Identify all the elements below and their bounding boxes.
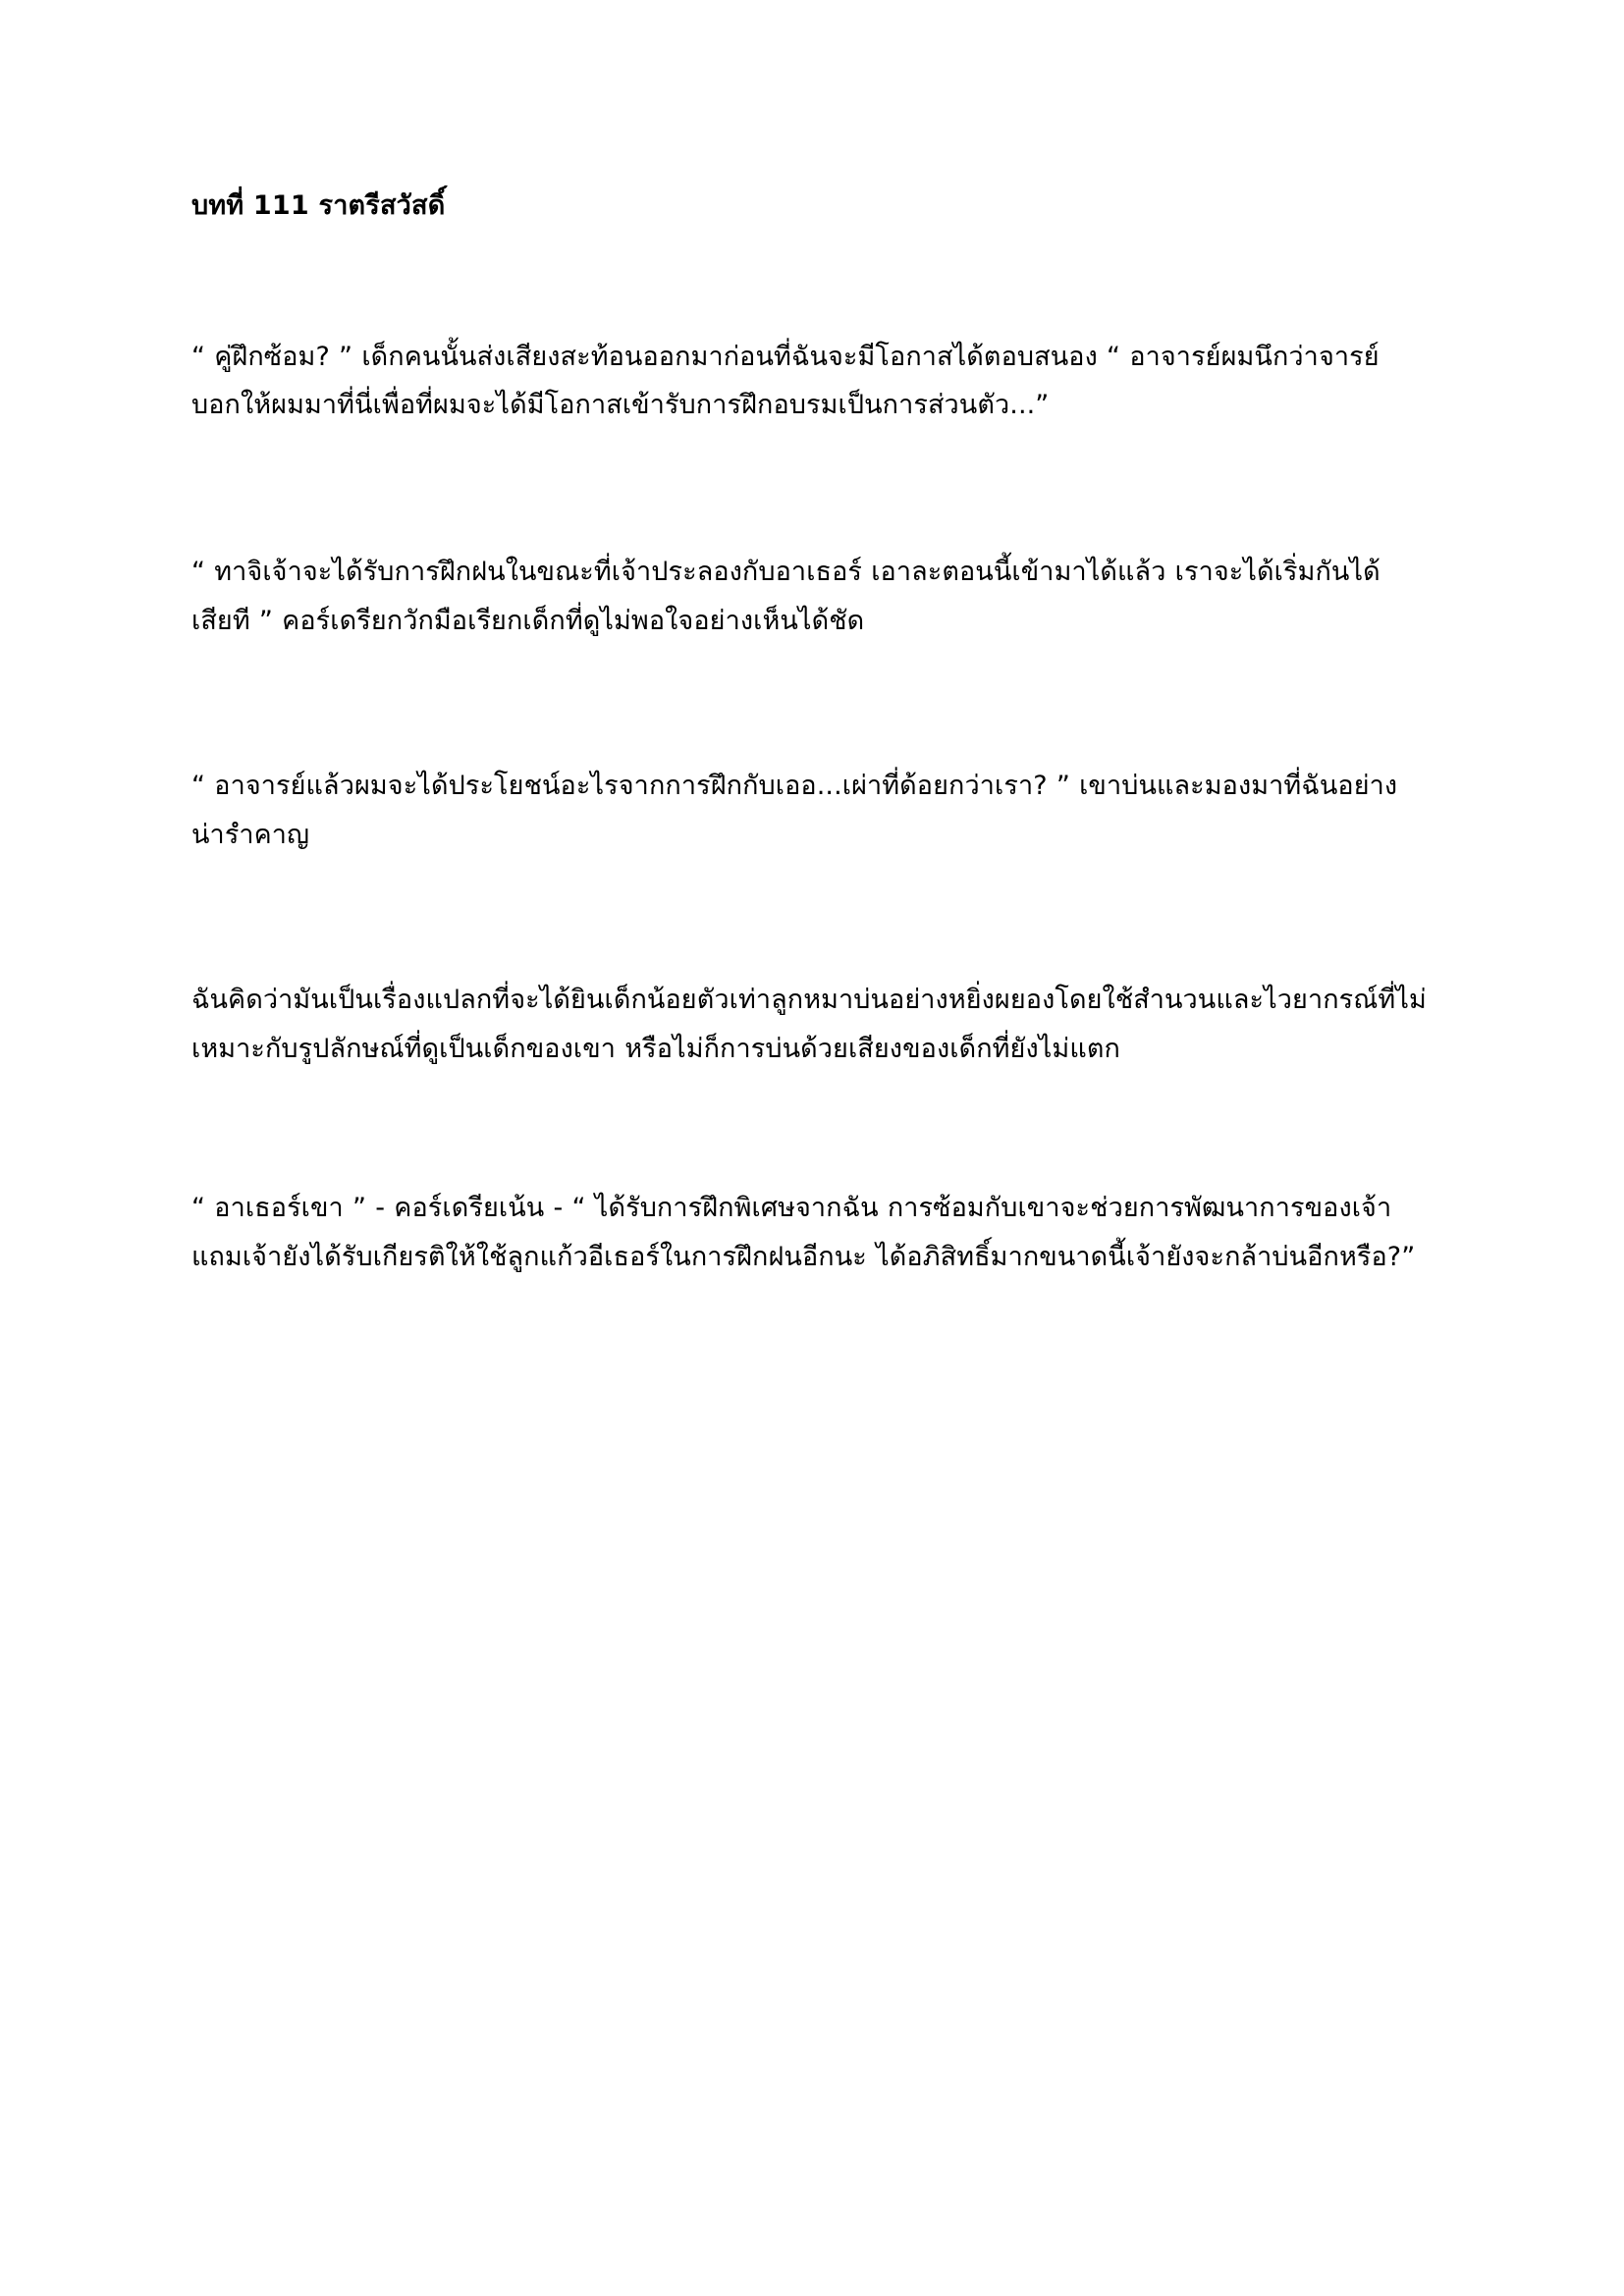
paragraph-3: “ อาจารย์แล้วผมจะได้ประโยชน์อะไรจากการฝึกกับเออ...เผ่าที่ด้อยกว่าเรา? ” เขาบ่นและมองมาที่ฉันอย่างน่ารำคาญ xyxy=(191,771,1398,851)
spacer xyxy=(191,430,1428,548)
spacer xyxy=(191,1074,1428,1184)
page-title: บทที่ 111 ราตรีสวัสดิ์ xyxy=(191,190,446,221)
spacer xyxy=(191,860,1428,976)
spacer xyxy=(191,646,1428,762)
paragraph-2: “ ทาจิเจ้าจะได้รับการฝึกฝนในขณะที่เจ้าประลองกับอาเธอร์ เอาละตอนนี้เข้ามาได้แล้ว เราจะได้เริ่มกันได้เสียที ” คอร์เดรียกวักมือเรียกเด็กที่ดูไม่พอใจอย่างเห็นได้ชัด xyxy=(191,557,1380,637)
spacer xyxy=(191,227,1428,333)
paragraph-5: “ อาเธอร์เขา ” - คอร์เดรียเน้น - “ ได้รับการฝึกพิเศษจากฉัน การซ้อมกับเขาจะช่วยการพัฒนาการของเจ้า แถมเจ้ายังได้รับเกียรติให้ใช้ลูกแก้วอีเธอร์ในการฝึกฝนอีกนะ ได้อภิสิทธิ์มากขนาดนี้เจ้ายังจะกล้าบ่นอีกหรือ?” xyxy=(191,1193,1416,1272)
paragraph-4: ฉันคิดว่ามันเป็นเรื่องแปลกที่จะได้ยินเด็กน้อยตัวเท่าลูกหมาบ่นอย่างหยิ่งผยองโดยใช้สำนวนและไวยากรณ์ที่ไม่เหมาะกับรูปลักษณ์ที่ดูเป็นเด็กของเขา หรือไม่ก็การบ่นด้วยเสียงของเด็กที่ยังไม่แตก xyxy=(191,985,1427,1065)
paragraph-1: “ คู่ฝึกซ้อม? ” เด็กคนนั้นส่งเสียงสะท้อนออกมาก่อนที่ฉันจะมีโอกาสได้ตอบสนอง “ อาจารย์ผมนึกว่าจารย์บอกให้ผมมาที่นี่เพื่อที่ผมจะได้มีโอกาสเข้ารับการฝึกอบรมเป็นการส่วนตัว...” xyxy=(191,341,1380,421)
